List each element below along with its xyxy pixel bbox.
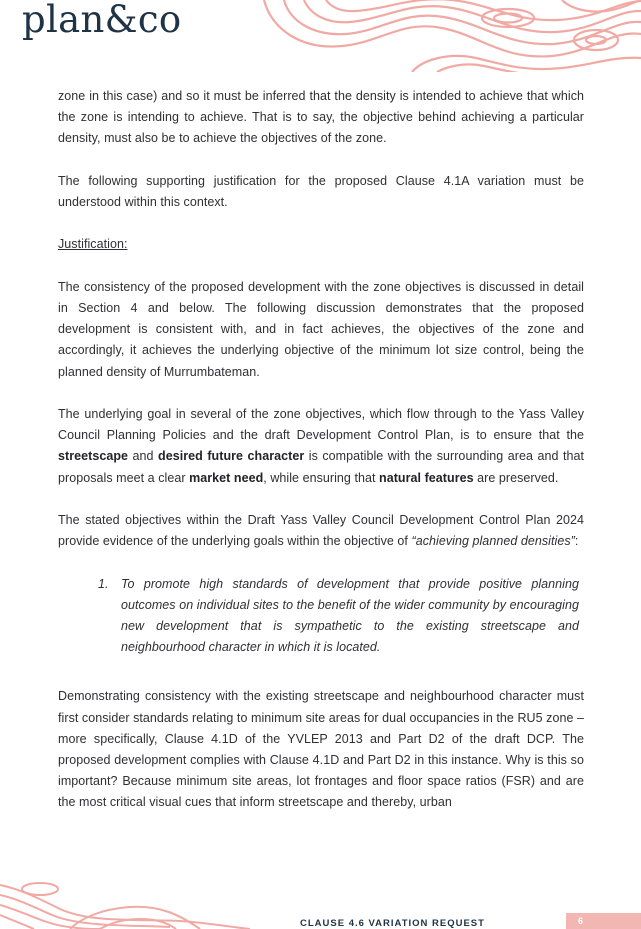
bold-desired-future-character: desired future character [158, 449, 305, 464]
page-number: 6 [578, 916, 584, 926]
paragraph-6: Demonstrating consistency with the existing streetscape and neighbourhood character must first consider standards relating to minimum site areas for dual occupancies in the RU5 zone – more specifically, Clause 4.1D of the YVLEP 2013 and Part D2 of the draft DCP. The proposed development complies with Clause 4.1D and Part D2 in this instance. Why is this so important? Because minimum site areas, lot frontages and floor space ratios (FSR) and are the most critical visual cues that inform streetscape and thereby, urban [58, 689, 584, 810]
topographic-pattern-bottom [0, 879, 250, 929]
italic-quote: “achieving planned densities” [411, 534, 575, 549]
document-body [58, 86, 584, 835]
list-item [58, 574, 584, 659]
paragraph-2: The following supporting justification for the proposed Clause 4.1A variation must be understood within this context. [58, 173, 584, 209]
list-item-text: To promote high standards of development that provide positive planning outcomes on individual sites to the benefit of the wider community by encouraging new development that is sympathetic to the existing streetscape and neighbourhood character in which it is located. [121, 576, 579, 655]
paragraph-3: The consistency of the proposed development with the zone objectives is discussed in detail in Section 4 and below. The following discussion demonstrates that the proposed development is consistent with, and in fact achieves, the objectives of the zone and accordingly, it achieves the underlying objective of the minimum lot size control, being the planned density of Murrumbateman. [58, 279, 584, 379]
bold-streetscape: streetscape [58, 449, 129, 464]
objectives-list [58, 574, 584, 659]
paragraph-4: The underlying goal in several of the zone objectives, which flow through to the Yass Valley Council Planning Policies and the draft Development Control Plan, is to ensure that the streetscape and desired future character is compatible with the surrounding area and that proposals meet a clear market need, while ensuring that natural features are preserved. [58, 406, 584, 485]
footer-document-title: CLAUSE 4.6 VARIATION REQUEST [300, 918, 485, 929]
section-heading: Justification: [58, 237, 128, 252]
paragraph-5: The stated objectives within the Draft Yass Valley Council Development Control Plan 2024 provide evidence of the underlying goals within the objective of “achieving planned densities”: [58, 512, 584, 549]
company-logo: plan&co [22, 0, 182, 41]
list-item-number: 1. [98, 576, 109, 591]
bold-market-need: market need [189, 470, 264, 485]
paragraph-1: zone in this case) and so it must be inferred that the density is intended to achieve that which the zone is intending to achieve. That is to say, the objective behind achieving a particular density, must also be to achieve the objectives of the zone. [58, 89, 584, 146]
bold-natural-features: natural features [379, 470, 474, 485]
page-number-tab [566, 913, 641, 929]
topographic-pattern-top [262, 0, 641, 72]
